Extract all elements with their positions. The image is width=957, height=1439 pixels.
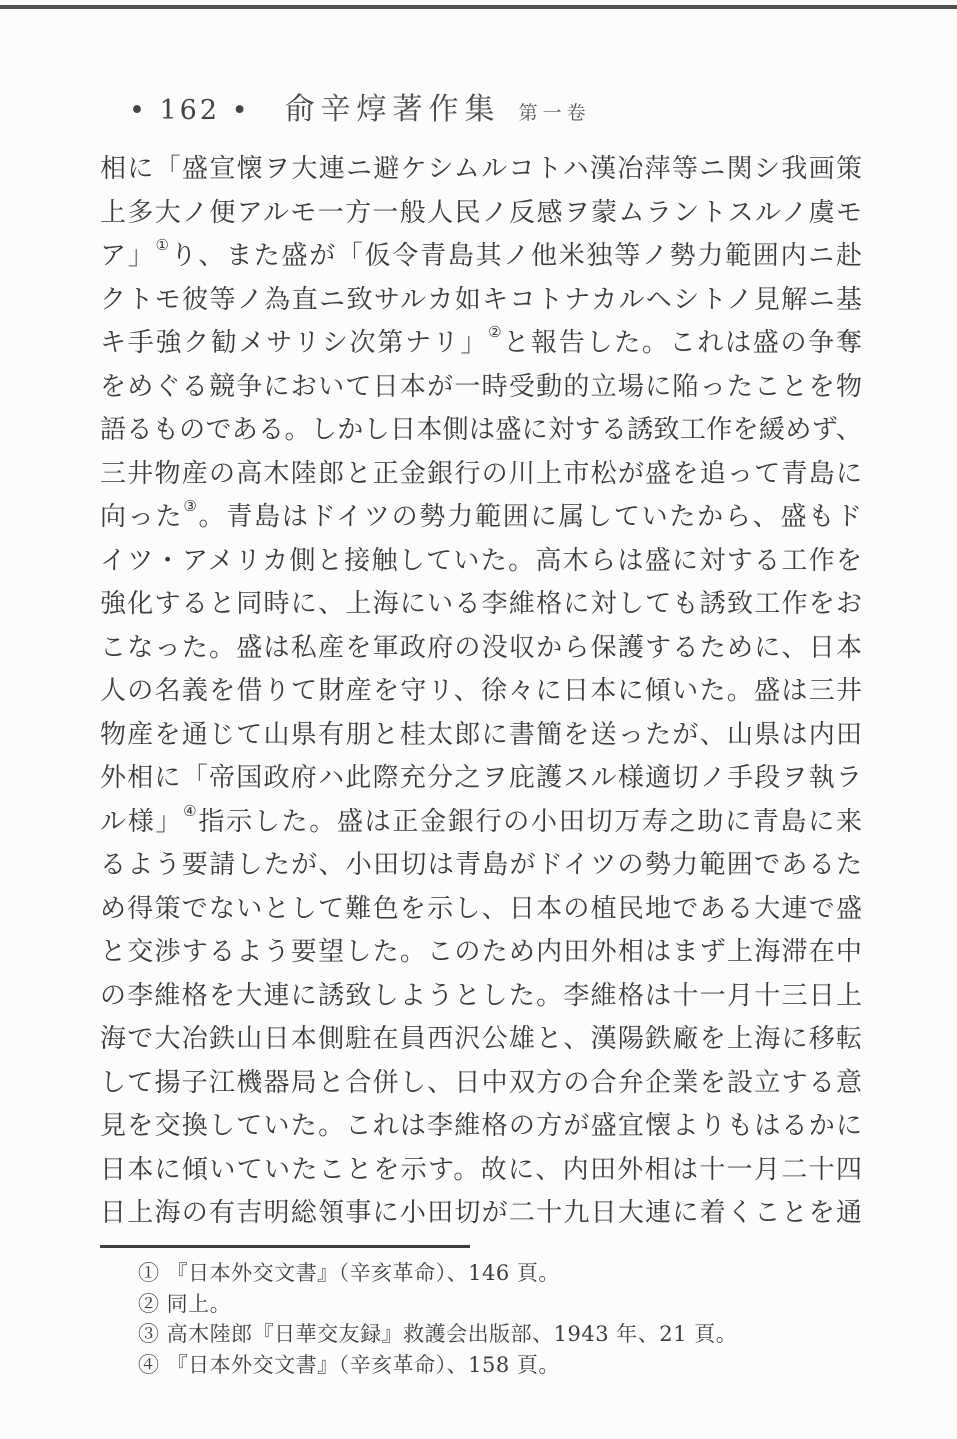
body-text-line: 日上海の有吉明総領事に小田切が二十九日大連に着くことを通	[100, 1198, 862, 1228]
body-text-line: 人の名義を借りて財産を守リ、徐々に日本に傾いた。盛は三井	[100, 676, 862, 706]
body-text-line: ル様」④指示した。盛は正金銀行の小田切万寿之助に青島に来	[100, 801, 862, 837]
footnote-marker: ①	[155, 236, 171, 255]
footnote-item: ③ 高木陸郎『日華交友録』救護会出版部、1943 年、21 頁。	[138, 1322, 738, 1346]
body-text-line: るよう要請したが、小田切は青島がドイツの勢力範囲であるた	[100, 850, 862, 880]
book-title: 俞辛焞著作集	[284, 92, 501, 127]
body-text-line: 上多大ノ便アルモ一方一般人民ノ反感ヲ蒙ムラントスルノ虞モ	[100, 197, 862, 228]
body-text-line: 日本に傾いていたことを示す。故に、内田外相は十一月二十四	[100, 1154, 862, 1185]
volume-label: 第一卷	[518, 102, 591, 124]
body-text-line: 海で大冶鉄山日本側駐在員西沢公雄と、漢陽鉄廠を上海に移転	[100, 1024, 862, 1054]
body-text-line: 見を交換していた。これは李維格の方が盛宜懐よりもはるかに	[100, 1111, 862, 1141]
footnote-marker: ③	[183, 497, 199, 516]
body-text-line: の李維格を大連に誘致しようとした。李維格は十一月十三日上	[100, 980, 862, 1011]
body-text-line: 外相に「帝国政府ハ此際充分之ヲ庇護スル様適切ノ手段ヲ執ラ	[100, 763, 862, 793]
body-text-line: 語るものである。しかし日本側は盛に対する誘致工作を緩めず、	[100, 415, 862, 445]
body-text-line: キ手強ク勧メサリシ次第ナリ」②と報告した。これは盛の争奪	[100, 323, 862, 358]
footnote-item: ① 『日本外交文書』（辛亥革命）、146 頁。	[138, 1261, 560, 1285]
body-text-line: 三井物産の高木陸郎と正金銀行の川上市松が盛を追って青島に	[100, 458, 862, 489]
page-number: • 162 •	[129, 95, 251, 126]
body-text-line: イツ・アメリカ側と接触していた。高木らは盛に対する工作を	[100, 545, 862, 576]
body-text-line: クトモ彼等ノ為直ニ致サルカ如キコトナカルヘシトノ見解ニ基	[100, 284, 862, 315]
body-text-line: 物産を通じて山県有朋と桂太郎に書簡を送ったが、山県は内田	[100, 719, 862, 750]
body-text-line: と交渉するよう要望した。このため内田外相はまず上海滞在中	[100, 937, 862, 967]
footnote-item: ④ 『日本外交文書』（辛亥革命）、158 頁。	[138, 1352, 560, 1377]
body-text-line: こなった。盛は私産を軍政府の没収から保護するために、日本	[100, 632, 862, 663]
footnote-marker: ②	[488, 323, 504, 342]
footnote-item: ② 同上。	[138, 1291, 232, 1316]
body-text	[100, 148, 862, 1236]
footnote-marker: ④	[183, 801, 199, 820]
page-header	[129, 84, 591, 128]
body-text-line: ア」①り、また盛が「仮令青島其ノ他米独等ノ勢力範囲内ニ赴	[100, 236, 862, 271]
body-text-line: め得策でないとして難色を示し、日本の植民地である大連で盛	[100, 893, 862, 924]
scan-edge-line	[0, 5, 957, 9]
body-text-line: 相に「盛宣懐ヲ大連ニ避ケシムルコトハ漢冶萍等ニ関シ我画策	[100, 154, 862, 184]
footnote-divider	[100, 1245, 470, 1248]
body-text-line: して揚子江機器局と合併し、日中双方の合弁企業を設立する意	[100, 1067, 862, 1098]
body-text-line: をめぐる競争において日本が一時受動的立場に陥ったことを物	[100, 371, 862, 402]
body-text-line: 強化すると同時に、上海にいる李維格に対しても誘致工作をお	[100, 589, 862, 619]
footnotes	[138, 1258, 838, 1380]
body-text-line: 向った③。青島はドイツの勢力範囲に属していたから、盛もド	[100, 497, 862, 532]
